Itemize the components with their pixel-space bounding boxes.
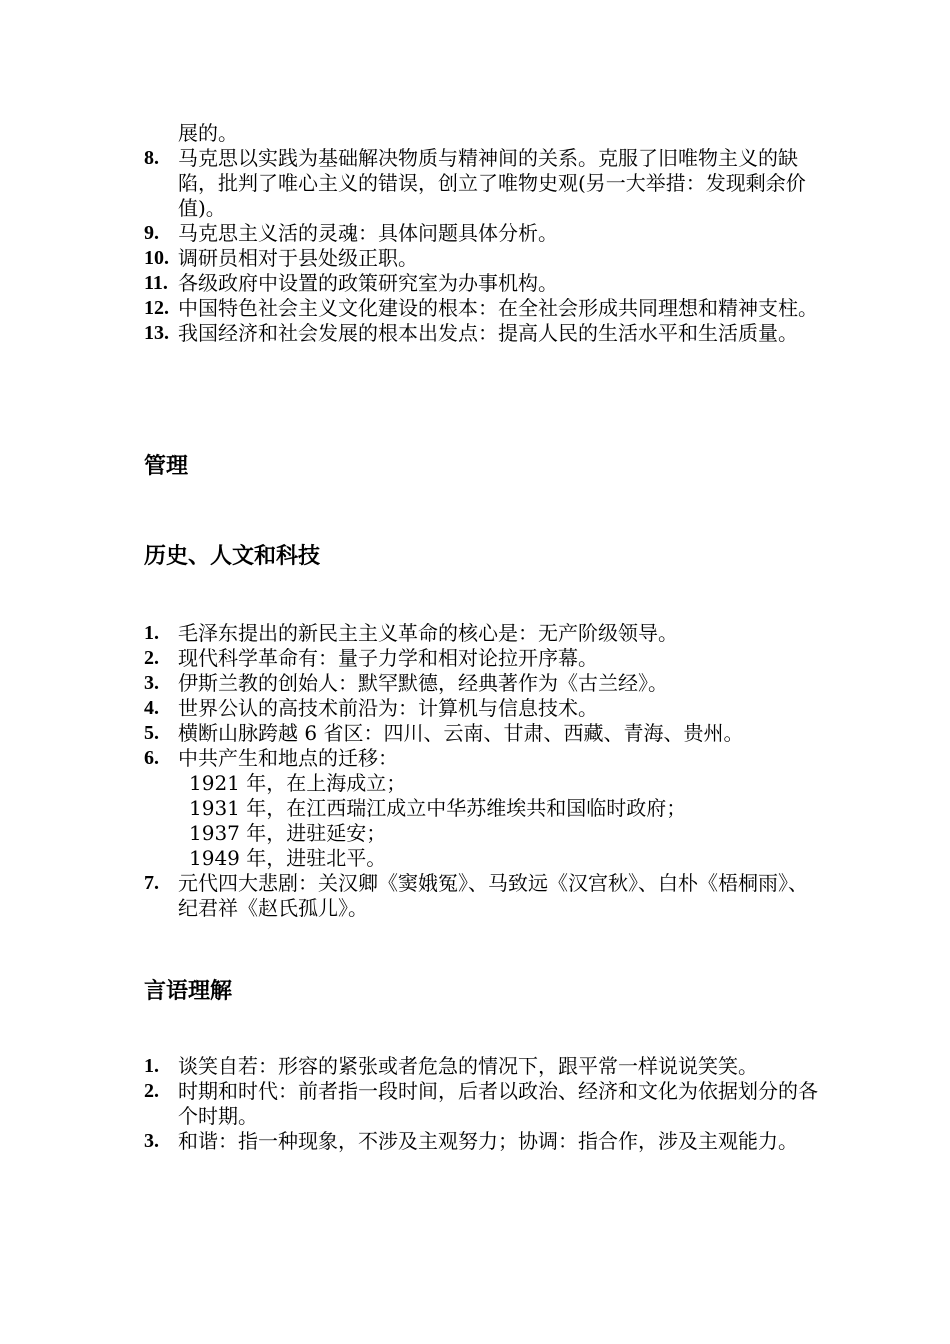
list-text: 谈笑自若：形容的紧张或者危急的情况下，跟平常一样说说笑笑。 — [178, 1054, 758, 1078]
list-item — [144, 696, 824, 721]
list-item — [144, 646, 824, 671]
list-number: 6. — [144, 747, 159, 769]
list-text: 现代科学革命有：量子力学和相对论拉开序幕。 — [178, 646, 598, 670]
list-number: 8. — [144, 147, 159, 169]
list-item — [144, 221, 824, 246]
list-item — [144, 246, 824, 271]
list-item — [144, 871, 824, 921]
list-text: 伊斯兰教的创始人：默罕默德，经典著作为《古兰经》。 — [178, 671, 668, 695]
list-item — [144, 271, 824, 296]
list-text: 马克思主义活的灵魂：具体问题具体分析。 — [178, 221, 558, 245]
list-number: 2. — [144, 1080, 159, 1102]
list-item-continuation: 展的。 — [178, 121, 238, 145]
list-number: 1. — [144, 1055, 159, 1077]
list-item — [144, 1129, 824, 1154]
list-text: 和谐：指一种现象，不涉及主观努力；协调：指合作，涉及主观能力。 — [178, 1129, 798, 1153]
list-text: 时期和时代：前者指一段时间，后者以政治、经济和文化为依据划分的各个时期。 — [178, 1079, 818, 1128]
heading-management: 管理 — [144, 454, 189, 479]
list-number: 7. — [144, 872, 159, 894]
list-item — [144, 1079, 824, 1129]
list-number: 3. — [144, 1130, 159, 1152]
history-list — [144, 621, 824, 921]
list-text: 横断山脉跨越 6 省区：四川、云南、甘肃、西藏、青海、贵州。 — [178, 721, 744, 745]
list-number: 5. — [144, 722, 159, 744]
philosophy-list — [144, 121, 824, 346]
list-number: 4. — [144, 697, 159, 719]
list-number: 11. — [144, 272, 168, 294]
sub-item: 1937 年，进驻延安； — [189, 821, 387, 845]
list-text: 世界公认的高技术前沿为：计算机与信息技术。 — [178, 696, 598, 720]
list-item — [144, 146, 824, 221]
list-item — [144, 746, 824, 771]
list-text: 我国经济和社会发展的根本出发点：提高人民的生活水平和生活质量。 — [178, 321, 798, 345]
list-text: 马克思以实践为基础解决物质与精神间的关系。克服了旧唯物主义的缺陷，批判了唯心主义的错误，创立了唯物史观(另一大举措：发现剩余价值)。 — [178, 146, 806, 220]
list-number: 2. — [144, 647, 159, 669]
list-text: 中国特色社会主义文化建设的根本：在全社会形成共同理想和精神支柱。 — [178, 296, 818, 320]
list-number: 9. — [144, 222, 159, 244]
verbal-list — [144, 1054, 824, 1154]
sub-item: 1931 年，在江西瑞江成立中华苏维埃共和国临时政府； — [189, 796, 687, 820]
list-number: 12. — [144, 297, 169, 319]
list-text: 调研员相对于县处级正职。 — [178, 246, 418, 270]
list-text: 毛泽东提出的新民主主义革命的核心是：无产阶级领导。 — [178, 621, 678, 645]
sub-item: 1921 年，在上海成立； — [189, 771, 407, 795]
list-item — [144, 671, 824, 696]
list-item — [144, 296, 824, 321]
list-text: 各级政府中设置的政策研究室为办事机构。 — [178, 271, 558, 295]
list-text: 元代四大悲剧：关汉卿《窦娥冤》、马致远《汉宫秋》、白朴《梧桐雨》、纪君祥《赵氏孤儿》。 — [178, 871, 808, 920]
heading-history: 历史、人文和科技 — [144, 544, 321, 569]
list-number: 10. — [144, 247, 169, 269]
sub-item: 1949 年，进驻北平。 — [189, 846, 387, 870]
list-item — [144, 1054, 824, 1079]
heading-verbal: 言语理解 — [144, 979, 233, 1004]
list-number: 13. — [144, 322, 169, 344]
list-number: 3. — [144, 672, 159, 694]
list-item — [144, 621, 824, 646]
list-number: 1. — [144, 622, 159, 644]
list-item — [144, 321, 824, 346]
list-text: 中共产生和地点的迁移： — [178, 746, 398, 770]
list-item — [144, 721, 824, 746]
